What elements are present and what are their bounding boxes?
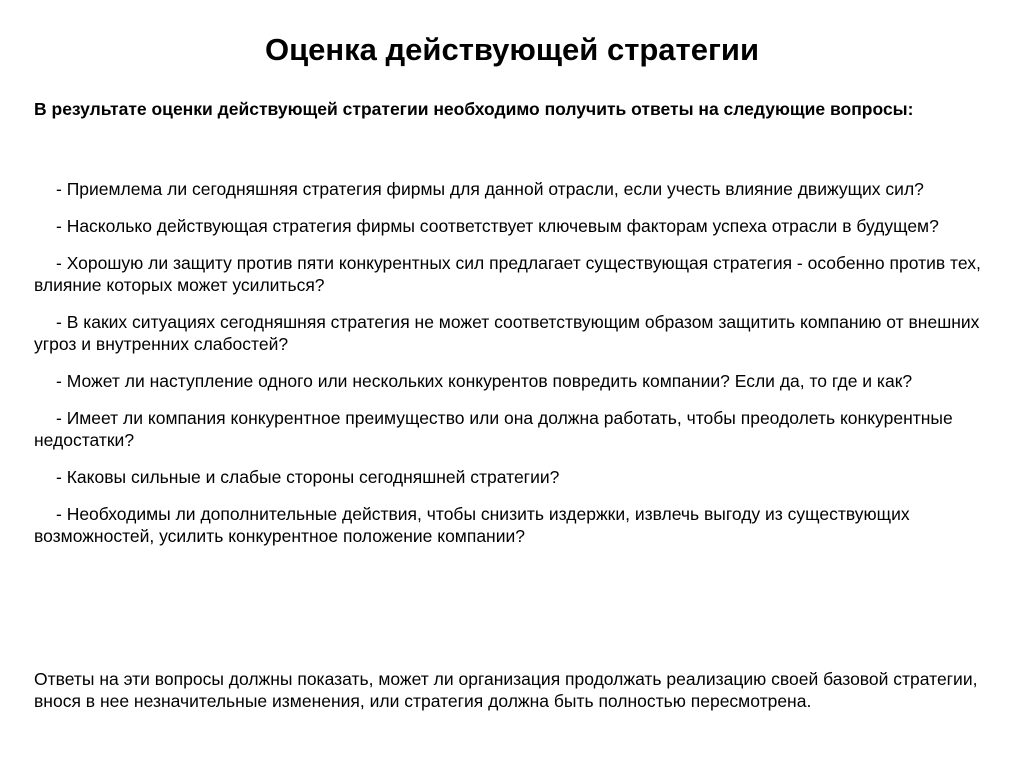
- questions-list: [34, 178, 994, 562]
- question-item: - Необходимы ли дополнительные действия, чтобы снизить издержки, извлечь выгоду из существующих возможностей, усилить конкурентное положение компании?: [34, 504, 910, 546]
- question-item: - Насколько действующая стратегия фирмы соответствует ключевым факторам успеха отрасли в будущем?: [56, 216, 939, 236]
- question-item: - Приемлема ли сегодняшняя стратегия фирмы для данной отрасли, если учесть влияние движущих сил?: [56, 179, 924, 199]
- question-item: - Хорошую ли защиту против пяти конкурентных сил предлагает существующая стратегия - особенно против тех, влияние которых может усилиться?: [34, 253, 981, 295]
- intro-text: В результате оценки действующей стратегии необходимо получить ответы на следующие вопросы:: [34, 99, 914, 119]
- question-item: - В каких ситуациях сегодняшняя стратегия не может соответствующим образом защитить компанию от внешних угроз и внутренних слабостей?: [34, 312, 980, 354]
- question-item: - Каковы сильные и слабые стороны сегодняшней стратегии?: [56, 467, 560, 487]
- slide-title: Оценка действующей стратегии: [264, 32, 760, 67]
- conclusion-text: Ответы на эти вопросы должны показать, может ли организация продолжать реализацию своей базовой стратегии, внося в нее незначительные изменения, или стратегия должна быть полностью пересмотрена.: [34, 669, 978, 711]
- question-item: - Может ли наступление одного или нескольких конкурентов повредить компании? Если да, то где и как?: [56, 371, 913, 391]
- question-item: - Имеет ли компания конкурентное преимущество или она должна работать, чтобы преодолеть конкурентные недостатки?: [34, 408, 953, 450]
